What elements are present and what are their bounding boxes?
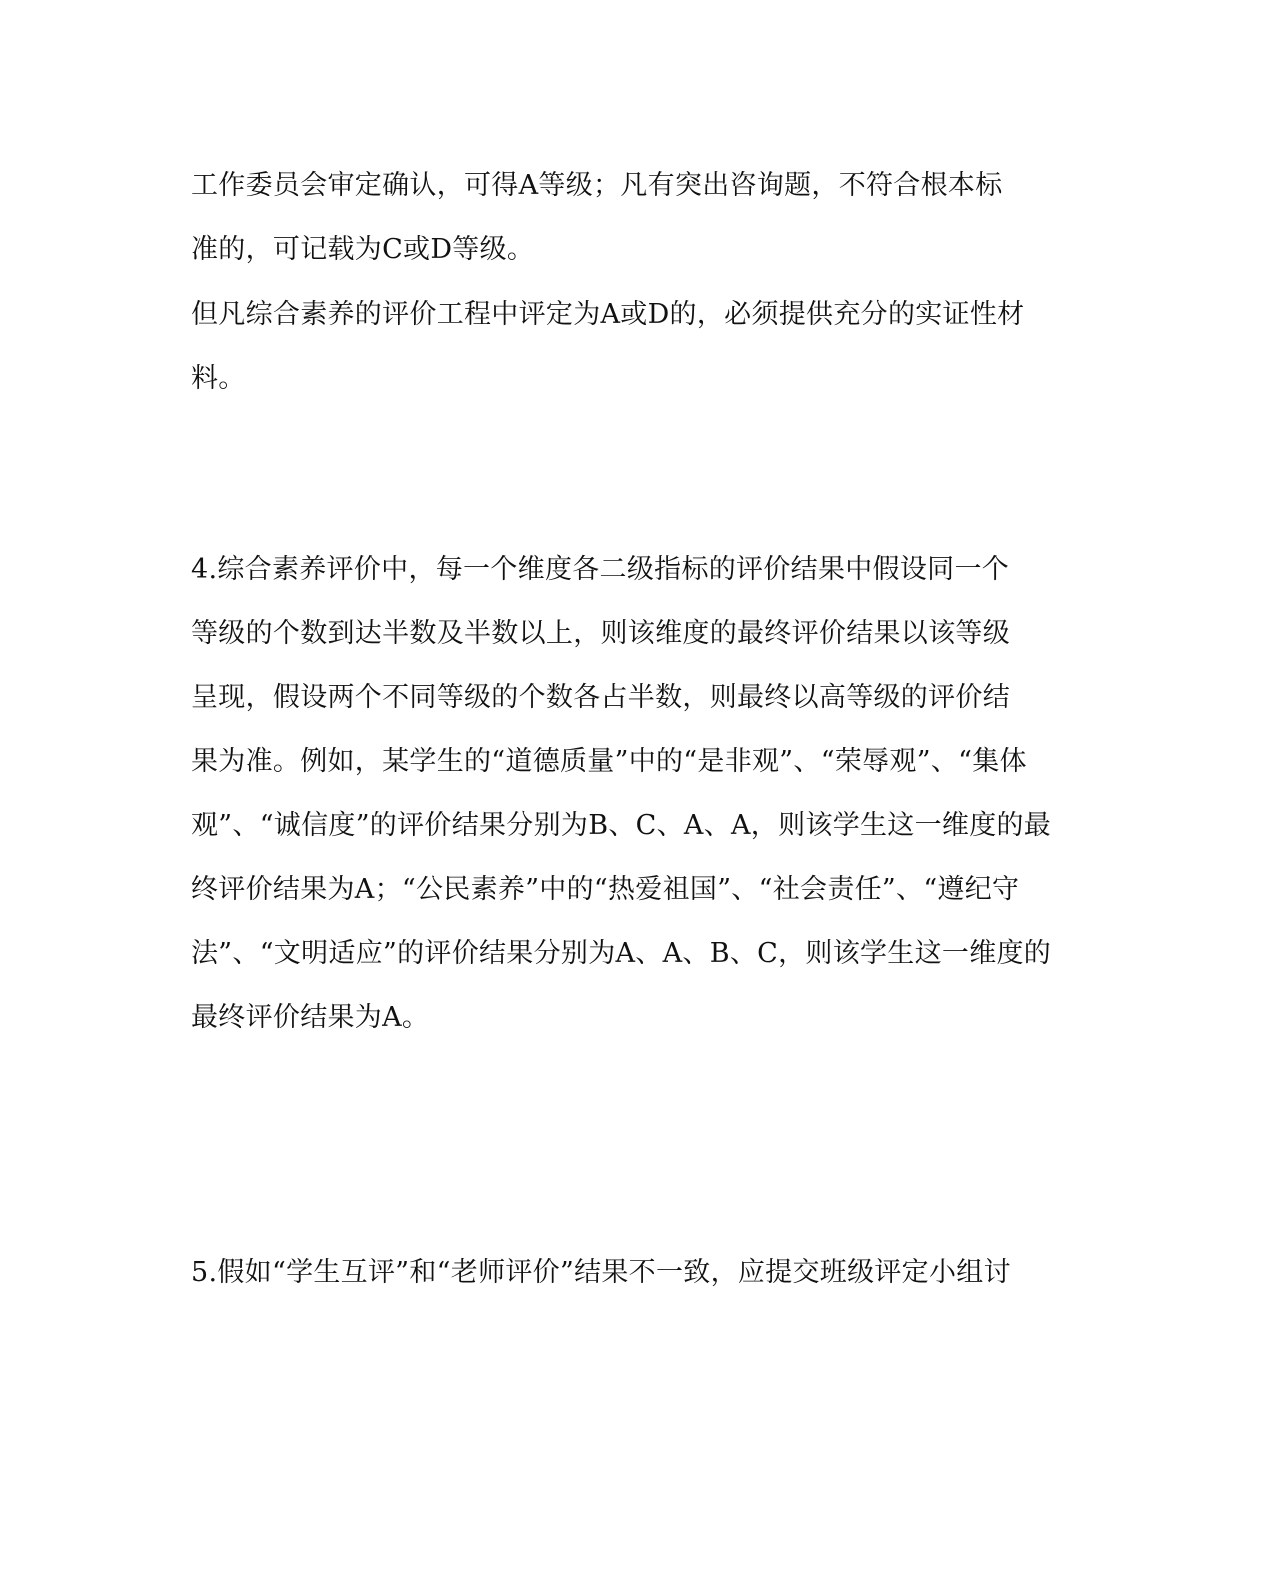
list-item-4-line: 最终评价结果为A。	[191, 1002, 430, 1033]
list-item-4-line: 4.综合素养评价中，每一个维度各二级指标的评价结果中假设同一个	[191, 554, 1010, 585]
paragraph-line: 料。	[191, 363, 246, 394]
list-item-4-line: 观”、“诚信度”的评价结果分别为B、C、A、A，则该学生这一维度的最	[191, 810, 1052, 841]
list-item-4-line: 等级的个数到达半数及半数以上，则该维度的最终评价结果以该等级	[191, 618, 1010, 649]
paragraph-line: 但凡综合素养的评价工程中评定为A或D的，必须提供充分的实证性材	[191, 299, 1025, 330]
list-item-4-line: 终评价结果为A；“公民素养”中的“热爱祖国”、“社会责任”、“遵纪守	[191, 874, 1020, 905]
list-item-4-line: 法”、“文明适应”的评价结果分别为A、A、B、C，则该学生这一维度的	[191, 938, 1052, 969]
list-item-5-line: 5.假如“学生互评”和“老师评价”结果不一致，应提交班级评定小组讨	[191, 1257, 1011, 1288]
list-item-4-line: 呈现，假设两个不同等级的个数各占半数，则最终以高等级的评价结	[191, 682, 1010, 713]
list-item-4-line: 果为准。例如，某学生的“道德质量”中的“是非观”、“荣辱观”、“集体	[191, 746, 1027, 777]
paragraph-line: 工作委员会审定确认，可得A等级；凡有突出咨询题，不符合根本标	[191, 170, 1003, 201]
paragraph-line: 准的，可记载为C或D等级。	[191, 234, 535, 265]
